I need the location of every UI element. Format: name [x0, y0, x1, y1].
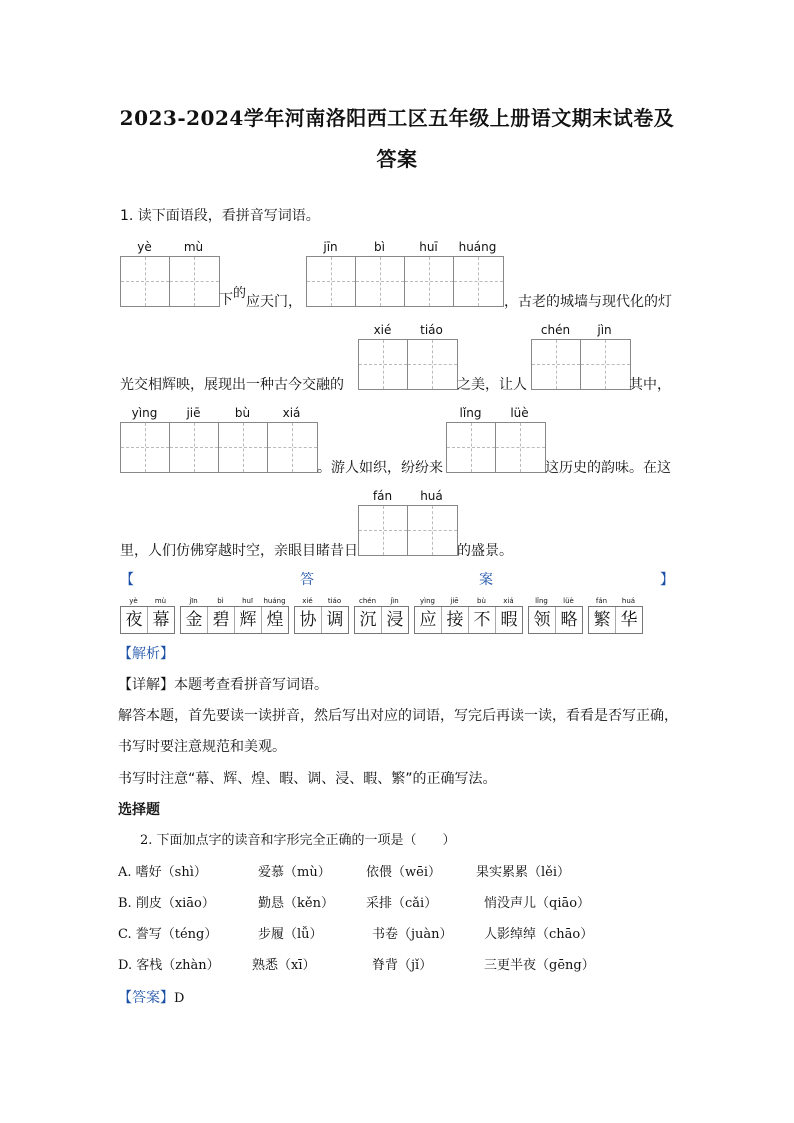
pinyin-tiao: tiáo: [420, 323, 443, 337]
answer-char: 接: [442, 607, 469, 633]
analysis-para1a: 解答本题，首先要读一读拼音，然后写出对应的词语，写完后再读一读，看看是否写正确，: [118, 708, 678, 724]
option-b-1: B. 削皮（xiāo）: [118, 896, 215, 911]
row1-text-a-sup: 的: [233, 286, 247, 301]
answer-pinyin: xié: [302, 597, 313, 605]
answer-value: D: [174, 991, 185, 1006]
analysis-label: 【解析】: [118, 646, 174, 662]
answer-word: [588, 597, 643, 634]
answer-pinyin: jiē: [450, 597, 459, 605]
blank-grid-jinbihuihuang[interactable]: [306, 256, 504, 307]
answer-pinyin: bì: [217, 597, 224, 605]
option-a-2: 爱慕（mù）: [258, 865, 331, 880]
analysis-para2: 书写时注意“幕、辉、煌、暇、调、浸、暇、繁”的正确写法。: [118, 771, 497, 787]
answer-header-da: 答: [300, 572, 314, 588]
answer-char: 略: [560, 610, 578, 630]
answer-pinyin: lǐng: [535, 597, 548, 605]
option-a-3: 依偎（wēi）: [366, 865, 441, 880]
blank-grid-yingjiebuxia[interactable]: [120, 422, 318, 473]
option-c-4: 人影绰绰（chāo）: [484, 927, 594, 942]
write-cell[interactable]: [408, 340, 457, 389]
pinyin-ying: yìng: [131, 406, 158, 420]
pinyin-bu: bù: [234, 406, 251, 420]
option-c-1: C. 誊写（téng）: [118, 927, 218, 942]
write-cell[interactable]: [454, 257, 503, 306]
option-d-1: D. 客栈（zhàn）: [118, 958, 220, 973]
write-cell[interactable]: [268, 423, 317, 472]
q2-answer: [118, 990, 184, 1007]
write-cell[interactable]: [356, 257, 405, 306]
answer-word: [414, 597, 523, 634]
answer-pinyin: yìng: [420, 597, 435, 605]
answer-char: 幕: [152, 610, 170, 630]
option-c-3: 书卷（juàn）: [372, 927, 453, 942]
answer-char: 煌: [266, 610, 284, 630]
answer-header-an: 案: [479, 572, 493, 588]
blank-grid-yemu[interactable]: [120, 256, 220, 307]
pinyin-lue: lüè: [510, 406, 529, 420]
option-d-2: 熟悉（xī）: [252, 958, 316, 973]
write-cell[interactable]: [219, 423, 268, 472]
answer-pinyin: lüè: [563, 597, 574, 605]
answer-pinyin: huá: [621, 597, 636, 605]
answer-word: [354, 597, 409, 634]
answer-word: [294, 597, 349, 634]
row1-text-a: 下: [219, 292, 233, 308]
write-cell[interactable]: [307, 257, 356, 306]
section-heading-choice: 选择题: [118, 802, 160, 818]
pinyin-ling: lǐng: [459, 406, 482, 420]
pinyin-huang: huáng: [458, 240, 497, 254]
answer-char: 应: [415, 607, 442, 633]
detail-text: 【详解】本题考查看拼音写词语。: [118, 677, 328, 693]
answer-char: 碧: [208, 607, 235, 633]
answer-pinyin: xiá: [503, 597, 514, 605]
page-title-line2: 答案: [376, 147, 418, 171]
blank-grid-xietiao[interactable]: [358, 339, 458, 390]
answer-char: 不: [469, 607, 496, 633]
row2-text-b: 之美，让人: [457, 377, 527, 393]
option-d-3: 脊背（jǐ）: [372, 958, 433, 973]
pinyin-chen: chén: [540, 323, 571, 337]
row4-text-b: 的盛景。: [457, 543, 513, 559]
pinyin-bi: bì: [374, 240, 385, 254]
pinyin-jie: jiē: [186, 406, 201, 420]
option-a-4: 果实累累（lěi）: [476, 865, 571, 880]
answer-char: 华: [620, 610, 638, 630]
answer-pinyin: jìn: [390, 597, 399, 605]
option-a-1: A. 嗜好（shì）: [118, 865, 207, 880]
answer-pinyin: fán: [595, 597, 608, 605]
write-cell[interactable]: [170, 423, 219, 472]
write-cell[interactable]: [170, 257, 219, 306]
pinyin-fan: fán: [372, 489, 393, 503]
row3-text-a: 。游人如织，纷纷来: [317, 460, 443, 476]
answer-header-open: 【: [120, 572, 134, 588]
pinyin-xia: xiá: [282, 406, 301, 420]
q1-prompt: 1. 读下面语段，看拼音写词语。: [120, 208, 320, 224]
answer-strip: [120, 597, 643, 634]
write-cell[interactable]: [532, 340, 581, 389]
blank-grid-chenjin[interactable]: [531, 339, 631, 390]
answer-char: 浸: [386, 610, 404, 630]
answer-char: 暇: [500, 610, 518, 630]
answer-char: 沉: [355, 607, 382, 633]
answer-word: [180, 597, 289, 634]
option-b-4: 悄没声儿（qiāo）: [484, 896, 591, 911]
pinyin-jin2: jìn: [597, 323, 612, 337]
row2-text-a: 光交相辉映，展现出一种古今交融的: [120, 377, 344, 393]
write-cell[interactable]: [408, 506, 457, 555]
answer-word: [528, 597, 583, 634]
answer-pinyin: huáng: [263, 597, 286, 605]
blank-grid-linglue[interactable]: [446, 422, 546, 473]
answer-label: 【答案】: [118, 990, 174, 1006]
answer-pinyin: huī: [242, 597, 253, 605]
row3-text-b: 这历史的韵味。在这: [545, 460, 671, 476]
answer-header-close: 】: [660, 572, 674, 588]
option-c-2: 步履（lǚ）: [258, 927, 323, 942]
row4-text-a: 里，人们仿佛穿越时空，亲眼目睹昔日: [120, 543, 358, 559]
write-cell[interactable]: [447, 423, 496, 472]
row2-text-c: 其中，: [629, 377, 671, 393]
blank-grid-fanhua[interactable]: [358, 505, 458, 556]
pinyin-mu: mù: [183, 240, 204, 254]
answer-pinyin: tiáo: [327, 597, 342, 605]
row1-text-b: 应天门，: [246, 294, 302, 310]
pinyin-hua: huá: [420, 489, 443, 503]
page-title-line1: 2023-2024学年河南洛阳西工区五年级上册语文期末试卷及: [119, 106, 675, 130]
answer-char: 繁: [589, 607, 616, 633]
option-b-3: 采排（cǎi）: [366, 896, 438, 911]
answer-pinyin: bù: [477, 597, 486, 605]
answer-char: 领: [529, 607, 556, 633]
pinyin-ye: yè: [137, 240, 152, 254]
answer-pinyin: mù: [154, 597, 167, 605]
write-cell[interactable]: [121, 257, 170, 306]
write-cell[interactable]: [496, 423, 545, 472]
answer-char: 金: [181, 607, 208, 633]
write-cell[interactable]: [121, 423, 170, 472]
answer-pinyin: chén: [358, 597, 377, 605]
answer-word: [120, 597, 175, 634]
answer-char: 协: [295, 607, 322, 633]
pinyin-jin: jīn: [323, 240, 338, 254]
q2-prompt: 2. 下面加点字的读音和字形完全正确的一项是（ ）: [140, 833, 456, 848]
write-cell[interactable]: [405, 257, 454, 306]
answer-pinyin: yè: [129, 597, 138, 605]
answer-char: 辉: [235, 607, 262, 633]
analysis-para1b: 书写时要注意规范和美观。: [118, 739, 286, 755]
pinyin-xie: xié: [373, 323, 392, 337]
write-cell[interactable]: [359, 340, 408, 389]
answer-char: 调: [326, 610, 344, 630]
option-d-4: 三更半夜（gēng）: [484, 958, 595, 973]
answer-char: 夜: [121, 607, 148, 633]
write-cell[interactable]: [359, 506, 408, 555]
answer-pinyin: jīn: [189, 597, 198, 605]
write-cell[interactable]: [581, 340, 630, 389]
row1-text-c: ，古老的城墙与现代化的灯: [504, 294, 672, 310]
pinyin-hui: huī: [419, 240, 438, 254]
option-b-2: 勤恳（kěn）: [258, 896, 334, 911]
